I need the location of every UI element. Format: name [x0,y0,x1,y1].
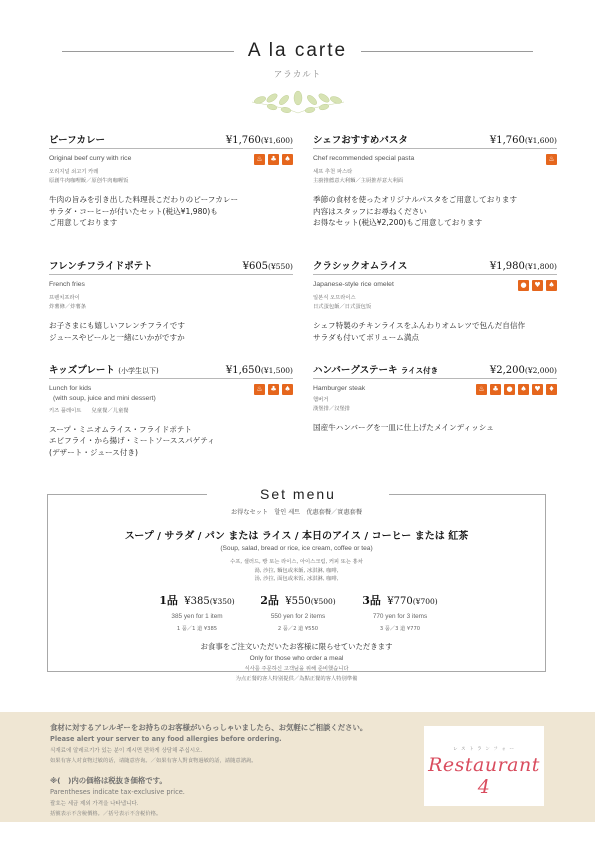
allergen-icon: ♨ [546,154,557,165]
set-menu-note-english: Only for those who order a meal [249,655,344,662]
item-korean: 햄버거 [313,396,329,403]
item-korean: 셰프 추천 파스타 [313,168,353,175]
allergen-icons [254,384,293,395]
item-english: French fries [49,281,85,288]
menu-item-hamburger-steak [313,362,557,434]
item-price: ¥1,650(¥1,500) [225,365,293,376]
title-rule-right [361,51,533,52]
item-name: ハンバーグステーキ ライス付き [313,365,439,376]
item-chinese: 原創牛肉咖哩飯／原创牛肉咖喱饭 [49,177,129,184]
item-price: ¥1,760(¥1,600) [225,135,293,146]
item-chinese: 日式蛋包飯／日式蛋包饭 [313,303,372,310]
item-price: ¥605(¥550) [242,261,293,272]
item-korean: 일본식 오므라이스 [313,294,356,301]
menu-item-kids-plate [49,362,293,459]
item-description: シェフ特製のチキンライスをふんわりオムレツで包んだ自信作 サラダも付いてボリューム満点 [313,320,526,342]
page-subtitle: アラカルト [273,70,322,80]
allergen-icon: ● [518,280,529,291]
item-name: シェフおすすめパスタ [313,135,408,146]
menu-item-chef-pasta [313,132,557,229]
allergen-icon: ♨ [254,154,265,165]
set-menu-subtitle: お得なセット 할인 세트 优惠套餐／實惠套餐 [230,509,363,516]
item-korean: 프렌치프라이 [49,294,80,301]
allergy-notice-english: Please alert your server to any food allergies before ordering. [50,735,282,743]
set-menu-contents-foreign: 수프, 샐러드, 빵 또는 라이스, 아이스크림, 커피 또는 홍차 湯, 沙拉, 麵包或米飯, 冰淇淋, 咖啡, 汤, 沙拉, 面包或米饭, 冰淇淋, 咖啡, [230,559,363,583]
allergen-icon: ♣ [268,154,279,165]
logo-katakana: レ ス ト ラ ン フ ォ ー [453,747,515,752]
set-plate-3: 3品 ¥770(¥700) 770 yen for 3 items 3 품／3 道 ¥770 [362,594,438,632]
item-description: 国産牛ハンバーグを一皿に仕上げたメインディッシュ [313,422,494,432]
menu-item-omelet-rice [313,258,557,343]
allergen-icon: ♣ [268,384,279,395]
item-chinese: 漢堡排／汉堡排 [313,405,351,412]
item-foreign: 키즈 플레이트 兒童餐／儿童餐 [49,407,129,414]
set-menu-note-chinese: 为点正餐的客人特别提供／為點正餐的客人特別準備 [235,676,358,682]
allergen-icons [546,154,557,165]
set-menu-contents-english: (Soup, salad, bread or rice, ice cream, coffee or tea) [220,545,373,552]
tax-notice-english: Parentheses indicate tax-exclusive price. [50,788,185,796]
item-english: Japanese-style rice omelet [313,281,394,288]
item-korean: 오리지널 쇠고기 카레 [49,168,99,175]
allergen-icon: ♠ [282,384,293,395]
set-menu-note: お食事をご注文いただいたお客様に限らせていただきます [200,642,393,651]
allergen-icons [518,280,557,291]
item-english: Chef recommended special pasta [313,155,415,162]
leaf-ornament-icon [246,88,350,116]
menu-item-french-fries [49,258,293,343]
title-row [0,40,595,62]
item-price: ¥1,980(¥1,800) [489,261,557,272]
allergen-icon: ♨ [254,384,265,395]
item-description: 季節の食材を使ったオリジナルパスタをご用意しております 内容はスタッフにお尋ねください お得なセット(税込¥2,200)もご用意しております [313,194,518,228]
item-price: ¥1,760(¥1,600) [489,135,557,146]
menu-item-beef-curry [49,132,293,229]
tax-notice-korean: 괄호는 세금 제외 가격을 나타냅니다. [50,801,139,807]
allergy-notice-chinese: 如果有客人对食物过敏的话，请随意咨询。／如果有客人對食物過敏的話，請隨意諮詢。 [50,758,257,764]
set-menu-contents: スープ / サラダ / パン または ライス / 本日のアイス / コーヒー または 紅茶 [124,531,469,542]
allergen-icon: ♨ [476,384,487,395]
set-plate-1: 1品 ¥385(¥350) 385 yen for 1 item 1 품／1 道 ¥385 [159,594,235,632]
restaurant-logo [424,726,544,806]
item-chinese: 主廚推薦意大利麵／主厨推荐意大利面 [313,177,404,184]
item-description: 牛肉の旨みを引き出した料理長こだわりのビーフカレー サラダ・コーヒーが付いたセット(税込¥1,980)も ご用意しております [49,194,239,228]
item-english-note: (with soup, juice and mini dessert) [53,394,156,402]
item-english: Original beef curry with rice [49,155,132,162]
item-name: クラシックオムライス [313,261,408,272]
item-english: Lunch for kids [49,385,92,392]
set-plate-2: 2品 ¥550(¥500) 550 yen for 2 items 2 품／2 道 ¥550 [260,594,336,632]
allergen-icon: ♠ [546,280,557,291]
allergy-notice: 食材に対するアレルギーをお持ちのお客様がいらっしゃいましたら、お気軽にご相談ください。 [50,723,368,732]
allergen-icons [254,154,293,165]
allergen-icons [476,384,557,395]
item-name: ビーフカレー [49,135,106,146]
item-name: フレンチフライドポテト [49,261,153,272]
allergen-icon: ♦ [546,384,557,395]
item-chinese: 炸薯條／炸薯条 [49,303,87,310]
allergen-icon: ♥ [532,384,543,395]
item-description: お子さまにも嬉しいフレンチフライです ジュースやビールと一緒にいかがですか [49,320,185,342]
page-title: A la carte [247,40,348,61]
logo-wordmark: Restaurant 4 [428,754,540,798]
allergen-icon: ♥ [532,280,543,291]
allergy-notice-korean: 식재료에 알레르기가 있는 분이 계시면 편하게 상담해 주십시오. [50,748,203,754]
allergen-icon: ♠ [282,154,293,165]
page-header [0,40,595,80]
item-description: スープ・ミニオムライス・フライドポテト エビフライ・から揚げ・ミートソーススパゲティ (デザート・ジュース付き) [49,424,215,458]
item-price: ¥2,200(¥2,000) [489,365,557,376]
allergen-icon: ♣ [490,384,501,395]
item-name: キッズプレート (小学生以下) [49,365,159,376]
tax-notice-chinese: 括號表示不含稅價格。／括号表示不含税价格。 [50,811,162,817]
set-menu-title: Set menu [207,486,389,502]
allergen-icon: ♠ [518,384,529,395]
set-menu-note-korean: 식사를 주문하신 고객님을 위해 준비했습니다 [244,666,349,672]
allergen-icon: ● [504,384,515,395]
item-english: Hamburger steak [313,385,366,392]
tax-notice: ※( )内の価格は税抜き価格です。 [50,776,167,785]
title-rule-left [62,51,234,52]
